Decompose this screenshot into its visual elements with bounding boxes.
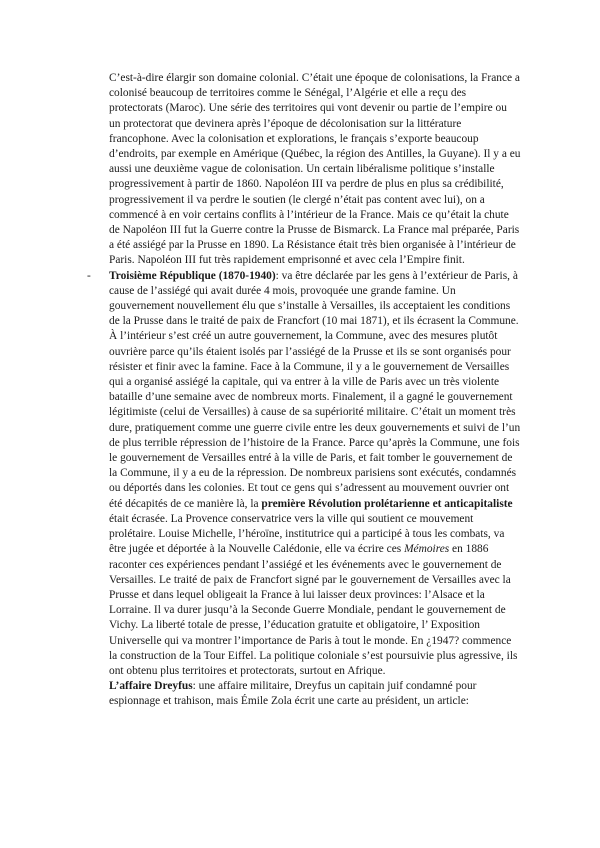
body-text-2: était écrasée. La Provence conservatrice vers la ville qui soutient ce mouvement prolétaire. Louise Michelle, l’héroïne, institutrice qui a participé à tous les combats, va être jugée et déportée à la Nouvelle Calédonie, elle va écrire ces <box>109 512 505 556</box>
body-text-3: en 1886 raconter ces expériences pendant l’assiégé et les événements avec le gouvernement de Versailles. Le traité de paix de Francfort signé par le gouvernement de Versailles avec la Prusse et dans lequel obligeait la France à lui laisser deux provinces: l’Alsace et la Lorraine. Il va durer jusqu’à la Seconde Guerre Mondiale, pendant le gouvernement de Vichy. La liberté totale de presse, l’éducation gratuite et obligatoire, l’ Exposition Universelle qui va montrer l’importance de Paris à tout le monde. En ¿1947? commence la construction de la Tour Eiffel. La politique coloniale s’est poursuivie plus agressive, ils ont obtenu plus territoires et protectorats, surtout en Afrique. <box>109 543 518 677</box>
list-item-troisieme-republique <box>87 269 521 710</box>
section-heading-affaire-dreyfus: L’affaire Dreyfus <box>109 680 193 693</box>
section-heading-troisieme-republique: Troisième République (1870-1940) <box>109 269 276 282</box>
italic-title-memoires: Mémoires <box>404 543 450 556</box>
bullet-marker: - <box>87 269 91 282</box>
paragraph-affaire-dreyfus <box>109 679 521 709</box>
body-text-1: : va être déclarée par les gens à l’extérieur de Paris, à cause de l’assiégé qui avait durée 4 mois, provoquée une grande famine. Un gouvernement nouvellement élu que s’installe à Versailles, ils acceptaient les conditions de la Prusse dans le traité de paix de Francfort (10 mai 1871), et ils écrasent la Commune. À l’intérieur s’est créé un autre gouvernement, la Commune, avec des mesures plutôt ouvrière parce qu’ils étaient isolés par l’assiégé de la Prusse et ils se sont organisés pour résister et finir avec la famine. Face à la Commune, il y a le gouvernement de Versailles qui a organisé assiégé la capitale, qui va entrer à la ville de Paris avec un très violente bataille d’une semaine avec de nombreux morts. Finalement, il a gagné le gouvernement légitimiste (celui de Versailles) à cause de sa supériorité militaire. C’était un moment très dure, pratiquement comme une guerre civile entre les deux gouvernements et suivi de l’un de plus terrible répression de l’histoire de la France. Parce qu’après la Commune, une fois le gouvernement de Versailles entré à la ville de Paris, et fait tomber le gouvernement de la Commune, il y a eu de la répression. De nombreux parisiens sont exécutés, condamnés ou déportés dans les colonies. Et tout ce gens qui s’adressent au mouvement ouvrier ont été décapités de ce manière là, la <box>109 269 521 510</box>
bold-phrase-revolution: première Révolution prolétarienne et anticapitaliste <box>261 497 513 510</box>
paragraph-napoleon-iii: C’est-à-dire élargir son domaine colonial. C’était une époque de colonisations, la France a colonisé beaucoup de territoires comme le Sénégal, l’Algérie et elle a reçu des protectorats (Maroc). Une série des territoires qui vont devenir ou partie de l’empire ou un protectorat que devinera après l’époque de décolonisation sur la littérature francophone. Avec la colonisation et explorations, le français s’exporte beaucoup d’endroits, par exemple en Amérique (Québec, la région des Antilles, la Guyane). Il y a eu aussi une deuxième vague de colonisation. Un certain libéralisme politique s’installe progressivement à partir de 1860. Napoléon III va perdre de plus en plus sa crédibilité, progressivement il va perdre le soutien (le clergé n’était pas content avec lui), on a commencé à en voir certains conflits à l’intérieur de la France. Mais ce qu’était la chute de Napoléon III fut la Guerre contre la Prusse de Bismarck. La France mal préparée, Paris a été assiégé par la Prusse en 1890. La Résistance était très bien organisée à l’intérieur de Paris. Napoléon III fut très rapidement emprisonné et avec cela l’Empire finit. <box>109 72 521 267</box>
list-item-body <box>109 269 521 679</box>
dreyfus-text: : une affaire militaire, Dreyfus un capitain juif condamné pour espionnage et trahison, mais Émile Zola écrit une carte au président, un article: <box>109 680 477 708</box>
page-body <box>87 71 521 710</box>
